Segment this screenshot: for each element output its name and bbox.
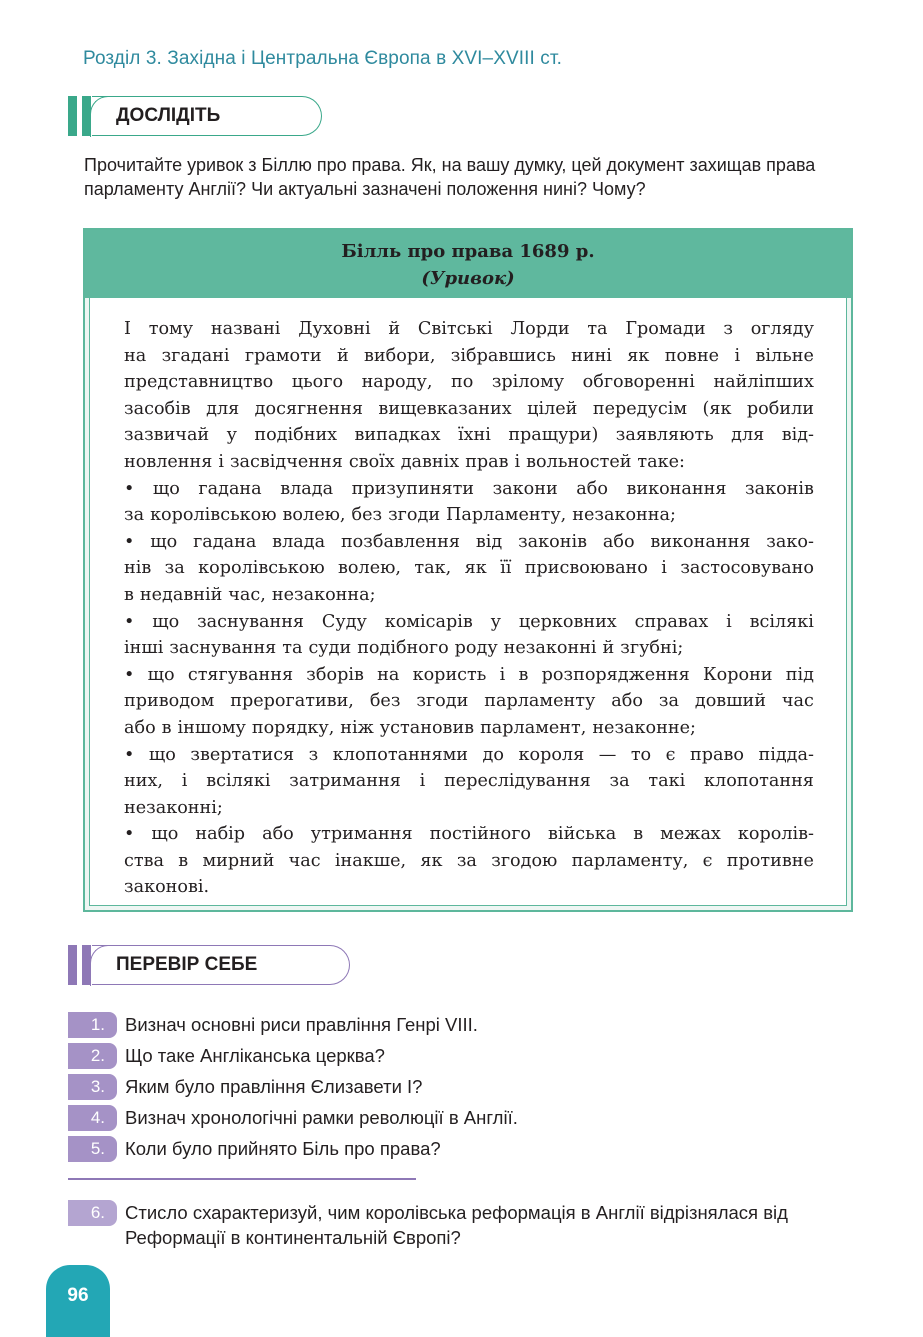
source-box-header	[85, 230, 851, 298]
source-word: або	[576, 478, 608, 499]
question-item	[68, 1041, 888, 1069]
source-word: і	[499, 664, 506, 685]
source-word: є	[702, 850, 713, 871]
source-word: законів	[518, 531, 588, 552]
source-word: Парламенту,	[446, 505, 567, 526]
question-item	[68, 1134, 888, 1162]
source-word: на	[377, 664, 400, 685]
source-word: інакше,	[334, 850, 407, 871]
source-word: незаконне;	[592, 717, 696, 738]
source-word: волею,	[338, 558, 402, 579]
source-word: ніж	[340, 717, 374, 738]
source-word: з	[308, 744, 319, 765]
source-text	[89, 298, 847, 906]
source-word: згубні;	[620, 638, 684, 659]
source-word: вибори,	[364, 345, 436, 366]
question-item-extra	[68, 1198, 888, 1248]
source-word: незаконна;	[271, 584, 376, 605]
source-word: недавній	[139, 584, 223, 605]
badge-stripe	[68, 945, 77, 985]
source-word: заявляють	[615, 425, 714, 446]
source-word: що	[151, 824, 179, 845]
source-word: інші	[124, 638, 164, 659]
source-line	[124, 662, 814, 689]
source-word: робили	[746, 398, 814, 419]
source-word: за	[164, 558, 185, 579]
source-word: й	[602, 638, 615, 659]
source-word: •	[124, 824, 135, 845]
source-word: або	[602, 531, 635, 552]
source-word: —	[598, 744, 617, 765]
source-word: стягування	[187, 664, 294, 685]
source-word: гадана	[198, 478, 262, 499]
source-word: роду	[454, 638, 498, 659]
source-word: заснування	[197, 611, 305, 632]
source-word: суди	[308, 638, 352, 659]
source-word: виконання	[650, 531, 751, 552]
source-line	[124, 821, 814, 848]
research-task: Прочитайте уривок з Біллю про права. Як, на вашу думку, цей документ захищав права парламенту Англії? Чи актуальні зазначені положення нині? Чому?	[84, 155, 816, 199]
source-line	[124, 635, 814, 662]
source-word: в	[124, 584, 134, 605]
question-item	[68, 1072, 888, 1100]
source-word: призупиняти	[351, 478, 475, 499]
source-word: розпорядження	[541, 664, 690, 685]
source-word: без	[369, 691, 401, 712]
source-word: подібного	[357, 638, 449, 659]
source-word: згадані	[161, 345, 230, 366]
source-word: утримання	[310, 824, 413, 845]
source-word: досягнення	[254, 398, 363, 419]
source-word: парламент,	[480, 717, 587, 738]
source-line	[124, 476, 814, 503]
source-word: Суду	[321, 611, 367, 632]
source-line	[124, 715, 814, 742]
source-word: прав	[465, 451, 509, 472]
source-word: і	[181, 771, 188, 792]
source-word: засвідчення	[229, 451, 343, 472]
source-line	[124, 555, 814, 582]
check-badge-label: ПЕРЕВІР СЕБЕ	[92, 945, 350, 985]
source-word: королів-	[737, 824, 814, 845]
source-word: незаконні	[503, 638, 597, 659]
source-line	[124, 742, 814, 769]
source-word: Корони	[703, 664, 773, 685]
source-word: вольностей	[526, 451, 632, 472]
source-word: і	[218, 451, 224, 472]
source-word: що	[152, 611, 180, 632]
source-word: що	[147, 664, 175, 685]
source-word: право	[690, 744, 744, 765]
source-word: названі	[210, 319, 281, 339]
source-word: в	[633, 824, 644, 845]
source-word: таке:	[637, 451, 685, 472]
question-number: 1.	[68, 1012, 117, 1038]
source-word: церковних	[518, 611, 617, 632]
source-line	[124, 422, 814, 449]
source-word: короля	[518, 744, 585, 765]
source-word: від	[475, 531, 503, 552]
source-word: і	[734, 345, 741, 366]
source-word: є	[665, 744, 676, 765]
source-word: війська	[548, 824, 617, 845]
source-word: як	[627, 345, 650, 366]
source-word: й	[388, 319, 401, 339]
source-word: влада	[280, 478, 334, 499]
source-word: затримання	[289, 771, 401, 792]
source-line	[124, 795, 814, 822]
source-word: прерогативи,	[230, 691, 354, 712]
question-text: Визнач хронологічні рамки революції в Англії.	[125, 1107, 518, 1128]
source-word: нині	[571, 345, 612, 366]
source-word: на	[124, 345, 147, 366]
source-word: по	[450, 372, 474, 393]
badge-stripe	[68, 96, 77, 136]
source-word: або	[124, 717, 156, 738]
source-word: присвоювано	[524, 558, 648, 579]
source-line	[124, 768, 814, 795]
source-word: заснування	[169, 638, 277, 659]
question-number: 4.	[68, 1105, 117, 1131]
source-word: за	[609, 771, 630, 792]
source-word: •	[124, 611, 135, 632]
source-word: й	[336, 345, 349, 366]
source-word: в	[178, 850, 189, 871]
question-number: 3.	[68, 1074, 117, 1100]
source-word: межах	[660, 824, 721, 845]
source-word: або	[262, 824, 294, 845]
source-word: всілякі	[749, 611, 814, 632]
source-word: нів	[124, 558, 152, 579]
source-word: Лорди	[510, 319, 570, 339]
source-word: огляду	[750, 319, 814, 339]
source-word: у	[226, 425, 237, 446]
source-word: застосовувано	[680, 558, 814, 579]
question-text: Яким було правління Єлизавети І?	[125, 1076, 423, 1097]
source-word: противне	[726, 850, 814, 871]
source-word: Світські	[417, 319, 493, 339]
source-word: них,	[124, 771, 163, 792]
source-word: парламенту	[484, 691, 596, 712]
page-number: 96	[46, 1265, 110, 1337]
chapter-header: Розділ 3. Західна і Центральна Європа в XVI–XVIII ст.	[83, 48, 562, 69]
source-word: пращури)	[508, 425, 599, 446]
source-line	[124, 874, 814, 901]
source-word: згоди	[388, 505, 441, 526]
source-word: час,	[228, 584, 266, 605]
source-word: та	[587, 319, 608, 339]
question-text: Коли було прийнято Біль про права?	[125, 1138, 441, 1159]
source-line	[124, 582, 814, 609]
source-word: зрілому	[491, 372, 565, 393]
source-word: так,	[414, 558, 452, 579]
source-word: клопотання	[704, 771, 814, 792]
source-word: у	[490, 611, 502, 632]
source-word: цього	[291, 372, 344, 393]
source-word: законів	[744, 478, 814, 499]
source-word: незаконні;	[124, 797, 223, 818]
source-word: вільне	[755, 345, 814, 366]
source-word: незаконна;	[572, 505, 676, 526]
source-word: зібравшись	[450, 345, 556, 366]
source-word: ства	[124, 850, 164, 871]
source-word: іншому	[177, 717, 246, 738]
source-word: обговоренні	[582, 372, 695, 393]
source-word: установив	[379, 717, 475, 738]
source-word: виконання	[626, 478, 727, 499]
source-box	[83, 228, 853, 912]
source-word: то	[630, 744, 652, 765]
question-item	[68, 1010, 888, 1038]
source-word: грамоти	[244, 345, 322, 366]
source-word: волею,	[282, 505, 346, 526]
source-word: в	[518, 664, 529, 685]
source-word: довший	[694, 691, 766, 712]
source-word: І	[124, 319, 131, 339]
source-word: Громади	[625, 319, 706, 339]
source-word: від-	[781, 425, 814, 446]
source-word: за	[456, 850, 477, 871]
source-word: зако-	[766, 531, 814, 552]
source-word: •	[124, 664, 135, 685]
source-word: звертатися	[190, 744, 295, 765]
source-line	[124, 369, 814, 396]
source-word: гадана	[193, 531, 257, 552]
source-word: переслідування	[444, 771, 591, 792]
source-word: клопотаннями	[332, 744, 469, 765]
source-word: закони	[492, 478, 558, 499]
source-line	[124, 449, 814, 476]
source-word: підда-	[758, 744, 814, 765]
source-word: що	[150, 531, 178, 552]
source-line	[124, 343, 814, 370]
source-word: згодою	[491, 850, 558, 871]
source-word: за	[124, 505, 145, 526]
source-word: з	[723, 319, 733, 339]
source-line	[124, 529, 814, 556]
source-word: королівською	[198, 558, 325, 579]
source-word: і	[419, 771, 426, 792]
source-subtitle: (Уривок)	[421, 268, 515, 289]
source-word: такі	[648, 771, 686, 792]
source-line	[124, 316, 814, 343]
question-text: Стисло схарактеризуй, чим королівська реформація в Англії відрізнялася від Реформації в континентальній Європі?	[125, 1202, 788, 1248]
source-word: як	[420, 850, 443, 871]
source-word: під	[785, 664, 814, 685]
source-word: влада	[272, 531, 326, 552]
source-word: їхні	[458, 425, 491, 446]
source-word: комісарів	[384, 611, 473, 632]
source-line	[124, 396, 814, 423]
source-word: •	[124, 531, 135, 552]
source-word: своїх	[348, 451, 395, 472]
source-word: і	[514, 451, 521, 472]
source-word: давніх	[400, 451, 460, 472]
source-word: всілякі	[206, 771, 271, 792]
source-word: користь	[412, 664, 487, 685]
divider	[68, 1178, 416, 1180]
source-word: набір	[195, 824, 246, 845]
source-word: та	[282, 638, 303, 659]
source-word: повне	[664, 345, 720, 366]
research-badge-label: ДОСЛІДІТЬ	[92, 96, 322, 136]
source-word: в	[161, 717, 172, 738]
source-word: за	[658, 691, 679, 712]
source-word: парламенту,	[571, 850, 689, 871]
source-word: •	[124, 478, 135, 499]
source-word: що	[148, 744, 176, 765]
source-word: згоди	[416, 691, 469, 712]
question-number: 2.	[68, 1043, 117, 1069]
source-word: випадках	[354, 425, 441, 446]
source-word: Духовні	[298, 319, 371, 339]
source-word: і	[726, 611, 732, 632]
source-word: час	[781, 691, 814, 712]
source-word: цілей	[527, 398, 578, 419]
source-word: (як	[702, 398, 732, 419]
source-word: передусім	[592, 398, 688, 419]
source-word: що	[152, 478, 180, 499]
source-word: мирний	[202, 850, 275, 871]
source-word: законові.	[124, 877, 210, 898]
source-word: і	[661, 558, 667, 579]
source-line	[124, 609, 814, 636]
source-word: як	[464, 558, 487, 579]
source-word: зазвичай	[124, 425, 210, 446]
source-line	[124, 688, 814, 715]
source-word: її	[500, 558, 512, 579]
source-word: вищевказаних	[378, 398, 512, 419]
source-word: представництво	[124, 372, 274, 393]
source-word: або	[611, 691, 643, 712]
source-word: приводом	[124, 691, 215, 712]
source-word: зборів	[306, 664, 364, 685]
question-text: Що таке Англіканська церква?	[125, 1045, 385, 1066]
source-word: для	[206, 398, 240, 419]
source-word: для	[731, 425, 765, 446]
source-line	[124, 502, 814, 529]
source-word: справах	[634, 611, 709, 632]
source-word: •	[124, 744, 135, 765]
source-word: подібних	[254, 425, 338, 446]
source-word: новлення	[124, 451, 213, 472]
question-text: Визнач основні риси правління Генрі VIII.	[125, 1014, 478, 1035]
source-word: постійного	[429, 824, 532, 845]
question-number: 6.	[68, 1200, 117, 1226]
source-word: засобів	[124, 398, 191, 419]
question-item	[68, 1103, 888, 1131]
source-word: тому	[148, 319, 194, 339]
source-title: Білль про права 1689 р.	[341, 241, 595, 262]
source-word: позбавлення	[340, 531, 460, 552]
question-number: 5.	[68, 1136, 117, 1162]
source-word: без	[351, 505, 383, 526]
source-word: королівською	[150, 505, 277, 526]
source-word: час	[288, 850, 321, 871]
source-word: народу,	[361, 372, 433, 393]
source-word: порядку,	[251, 717, 335, 738]
source-line	[124, 848, 814, 875]
source-word: найліпших	[713, 372, 814, 393]
source-word: до	[482, 744, 504, 765]
